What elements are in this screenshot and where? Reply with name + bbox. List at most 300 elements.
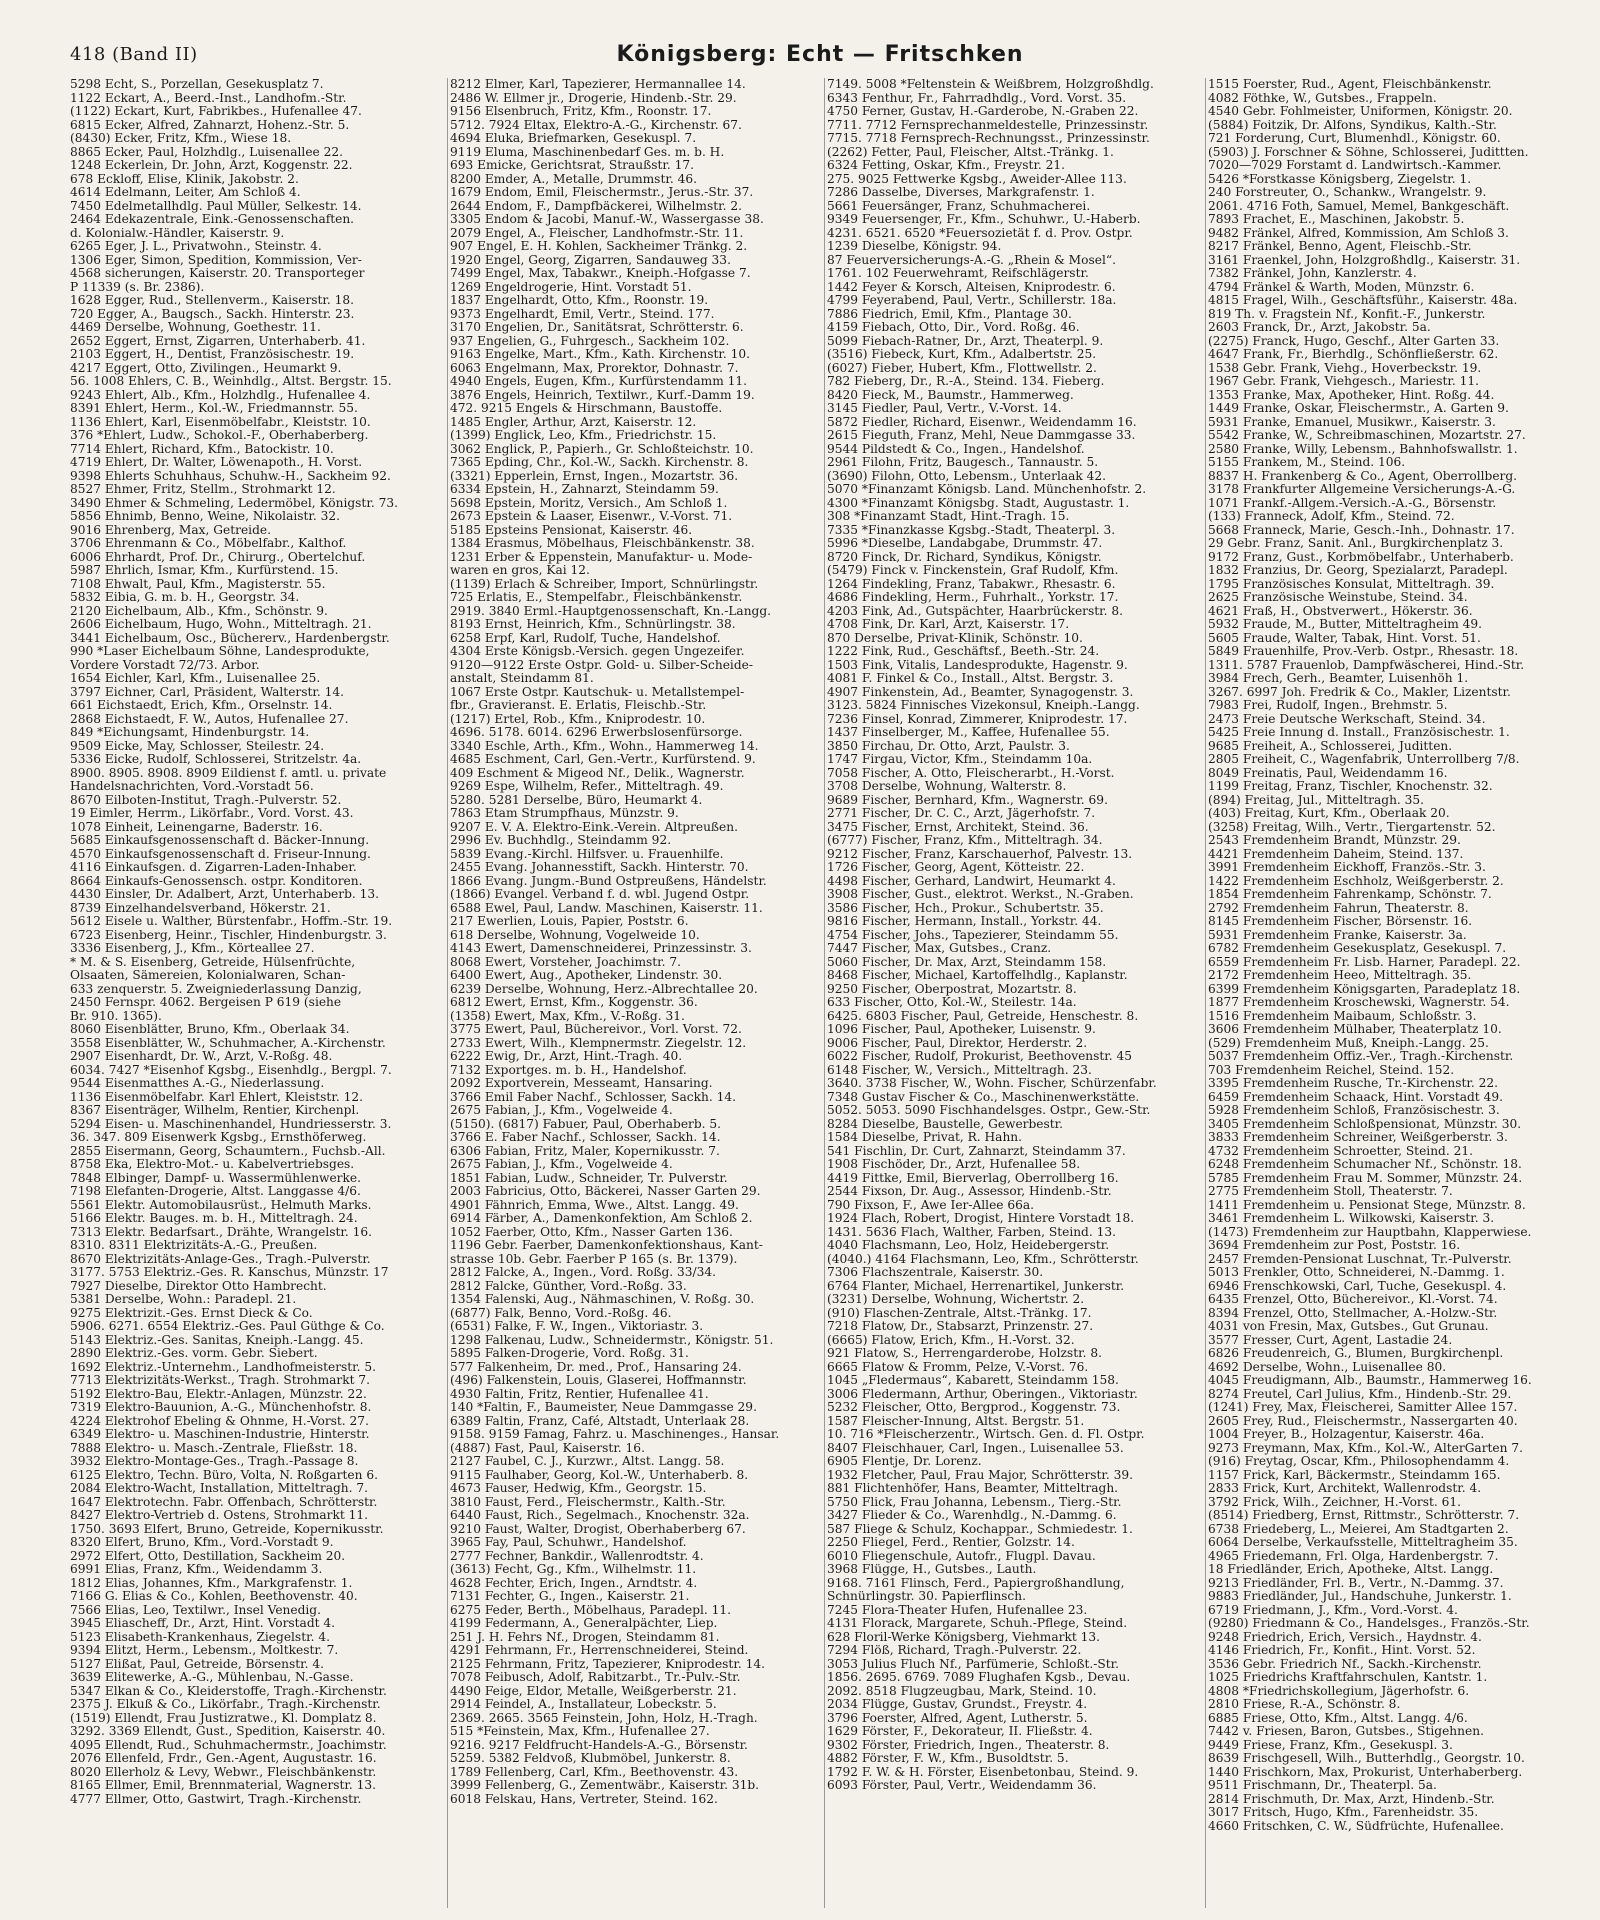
directory-entry: 6905 Flentje, Dr. Lorenz. <box>827 1455 982 1468</box>
directory-entry: 2890 Elektriz.-Ges. vorm. Gebr. Siebert. <box>70 1347 318 1360</box>
directory-entry: 2652 Eggert, Ernst, Zigarren, Unterhaberb. 41. <box>70 334 366 348</box>
directory-entry: 1078 Einheit, Leinengarne, Baderstr. 16. <box>70 820 323 834</box>
directory-entry: 4777 Ellmer, Otto, Gastwirt, Tragh.-Kirchenstr. <box>70 1792 362 1806</box>
directory-entry: 9544 Eisenmatthes A.-G., Niederlassung. <box>70 1077 325 1090</box>
directory-entry: (6877) Falk, Benno, Vord.-Roßg. 46. <box>450 1306 672 1320</box>
directory-entry: 4199 Federmann, A., Generalpächter, Liep. <box>450 1617 718 1630</box>
directory-entry: 6258 Erpf, Karl, Rudolf, Tuche, Handelshof. <box>450 631 721 645</box>
directory-entry: 1789 Fellenberg, Carl, Kfm., Beethovenstr. 43. <box>450 1765 739 1779</box>
directory-entry: (529) Fremdenheim Muß, Kneiph.-Langg. 25. <box>1208 1036 1489 1050</box>
directory-entry: 8020 Ellerholz & Levy, Webwr., Fleischbänkenstr. <box>70 1765 377 1779</box>
directory-entry: 3017 Fritsch, Hugo, Kfm., Farenheidstr. 35. <box>1208 1806 1479 1819</box>
directory-entry: 4217 Eggert, Otto, Zivilingen., Heumarkt 9. <box>70 361 342 375</box>
directory-entry: 6588 Ewel, Paul, Landw. Maschinen, Kaiserstr. 11. <box>450 901 763 915</box>
directory-entry: 3340 Eschle, Arth., Kfm., Wohn., Hammerweg 14. <box>450 739 759 753</box>
directory-entry: 2771 Fischer, Dr. C. C., Arzt, Jägerhofstr. 7. <box>827 807 1096 820</box>
directory-entry: (1399) Englick, Leo, Kfm., Friedrichstr. 15. <box>450 429 717 442</box>
directory-entry: 9883 Friedländer, Jul., Handschuhe, Junkerstr. 1. <box>1208 1590 1512 1603</box>
directory-entry: 3606 Fremdenheim Mülhaber, Theaterplatz 10. <box>1208 1023 1502 1036</box>
directory-entry: 6018 Felskau, Hans, Vertreter, Steind. 162. <box>450 1792 718 1806</box>
directory-entry: 6064 Derselbe, Verkaufsstelle, Mitteltragheim 35. <box>1208 1536 1518 1549</box>
directory-entry: (1519) Ellendt, Frau Justizratwe., Kl. Domplatz 8. <box>70 1711 377 1725</box>
directory-entry: 8320 Elfert, Bruno, Kfm., Vord.-Vorstadt 9. <box>70 1536 334 1549</box>
directory-entry: 7442 v. Friesen, Baron, Gutsbes., Stigehnen. <box>1208 1725 1484 1738</box>
directory-entry: 9016 Ehrenberg, Max, Getreide. <box>70 523 271 537</box>
directory-entry: 8639 Frischgesell, Wilh., Butterhdlg., Georgstr. 10. <box>1208 1752 1525 1765</box>
directory-entry: 9006 Fischer, Paul, Direktor, Herderstr. 2. <box>827 1036 1088 1050</box>
directory-entry: 1792 F. W. & H. Förster, Eisenbetonbau, Steind. 9. <box>827 1765 1139 1779</box>
directory-entry: 5143 Elektriz.-Ges. Sanitas, Kneiph.-Langg. 45. <box>70 1333 364 1347</box>
directory-entry: (496) Falkenstein, Louis, Glaserei, Hoffmannstr. <box>450 1374 747 1387</box>
directory-entry: 3490 Ehmer & Schmeling, Ledermöbel, Königstr. 73. <box>70 496 398 510</box>
directory-entry: 1837 Engelhardt, Otto, Kfm., Roonstr. 19. <box>450 294 709 307</box>
directory-entry: 4686 Findekling, Herm., Fuhrhalt., Yorkstr. 17. <box>827 591 1119 604</box>
directory-entry: 907 Engel, E. H. Kohlen, Sackheimer Tränkg. 2. <box>450 240 748 253</box>
directory-entry: 1932 Fletcher, Paul, Frau Major, Schrötterstr. 39. <box>827 1468 1134 1482</box>
directory-entry: 2172 Fremdenheim Heeo, Mitteltragh. 35. <box>1208 969 1472 982</box>
directory-entry: 3405 Fremdenheim Schloßpensionat, Münzstr. 30. <box>1208 1117 1522 1131</box>
directory-entry: strasse 10b. Gebr. Faerber P 165 (s. Br. 1379). <box>450 1252 738 1266</box>
directory-entry: 6324 Fetting, Oskar, Kfm., Freystr. 21. <box>827 159 1066 172</box>
directory-entry: 2375 J. Elkuß & Co., Likörfabr., Tragh.-Kirchenstr. <box>70 1698 381 1711</box>
directory-entry: 376 *Ehlert, Ludw., Schokol.-F., Oberhaberberg. <box>70 429 369 442</box>
directory-entry: 2120 Eichelbaum, Alb., Kfm., Schönstr. 9. <box>70 604 328 618</box>
directory-entry: 240 Forstreuter, O., Schankw., Wrangelstr. 9. <box>1208 186 1487 199</box>
directory-entry: 7306 Flachszentrale, Kaiserstr. 30. <box>827 1266 1044 1279</box>
directory-entry: 4808 *Friedrichskollegium, Jägerhofstr. 6. <box>1208 1684 1470 1698</box>
directory-entry: (3613) Fecht, Gg., Kfm., Wilhelmstr. 11. <box>450 1563 697 1576</box>
directory-entry: 2473 Freie Deutsche Werkschaft, Steind. 34. <box>1208 712 1486 726</box>
directory-entry: 661 Eichstaedt, Erich, Kfm., Orselnstr. 14. <box>70 699 333 712</box>
directory-entry: 2855 Eisermann, Georg, Schaumtern., Fuchsb.-All. <box>70 1144 386 1158</box>
directory-entry: 18 Friedländer, Erich, Apotheke, Altst. Langg. <box>1208 1563 1494 1576</box>
directory-entry: 9248 Friedrich, Erich, Versich., Haydnstr. 4. <box>1208 1630 1482 1644</box>
directory-entry: 721 Forderung, Curt, Blumenhdl., Königstr. 60. <box>1208 132 1501 145</box>
directory-entry: 6239 Derselbe, Wohnung, Herz.-Albrechtallee 20. <box>450 982 758 996</box>
directory-entry: (6665) Flatow, Erich, Kfm., H.-Vorst. 32. <box>827 1333 1075 1347</box>
directory-entry: (6531) Falke, F. W., Ingen., Viktoriastr. 3. <box>450 1320 704 1333</box>
directory-entry: 7313 Elektr. Bedarfsart., Drähte, Wrangelstr. 16. <box>70 1225 373 1239</box>
directory-entry: (403) Freitag, Kurt, Kfm., Oberlaak 20. <box>1208 807 1450 820</box>
directory-entry: (5884) Foitzik, Dr. Alfons, Syndikus, Kalth.-Str. <box>1208 118 1497 132</box>
directory-entry: 6399 Fremdenheim Königsgarten, Paradeplatz 18. <box>1208 982 1521 996</box>
directory-entry: 2996 Ev. Buchhdlg., Steindamm 92. <box>450 834 672 847</box>
directory-entry: 4082 Föthke, W., Gutsbes., Frappeln. <box>1208 91 1437 105</box>
directory-entry: 7893 Frachet, E., Maschinen, Jakobstr. 5. <box>1208 213 1465 226</box>
directory-entry: 5712. 7924 Eltax, Elektro-A.-G., Kirchenstr. 67. <box>450 118 742 132</box>
directory-entry: 2615 Fieguth, Franz, Mehl, Neue Dammgasse 33. <box>827 429 1136 442</box>
directory-entry: 1025 Friedrichs Kraftfahrschulen, Kantstr. 1. <box>1208 1671 1488 1684</box>
directory-entry: 1967 Gebr. Frank, Viehgesch., Mariestr. 11. <box>1208 375 1479 388</box>
directory-entry: 8420 Fieck, M., Baumstr., Hammerweg. <box>827 388 1074 402</box>
directory-entry: 2125 Fehrmann, Fritz, Tapezierer, Kniprodestr. 14. <box>450 1657 765 1671</box>
directory-entry: 8274 Freutel, Carl Julius, Kfm., Hindenb.-Str. 29. <box>1208 1387 1512 1401</box>
directory-entry: 4469 Derselbe, Wohnung, Goethestr. 11. <box>70 321 321 334</box>
directory-entry: 1924 Flach, Robert, Drogist, Hintere Vorstadt 18. <box>827 1212 1135 1225</box>
directory-entry: 7714 Ehlert, Richard, Kfm., Batockistr. 10. <box>70 442 334 456</box>
directory-entry: 3586 Fischer, Hch., Prokur., Schubertstr. 35. <box>827 901 1104 915</box>
directory-entry: 1440 Frischkorn, Max, Prokurist, Unterhaberberg. <box>1208 1765 1523 1779</box>
directory-entry: 720 Egger, A., Baugsch., Sackh. Hinterstr. 23. <box>70 307 355 321</box>
directory-entry: 2092. 8518 Flugzeugbau, Mark, Steind. 10. <box>827 1684 1097 1698</box>
directory-entry: Ölsaaten, Sämereien, Kolonialwaren, Schan- <box>70 969 346 982</box>
directory-entry: 8664 Einkaufs-Genossensch. ostpr. Konditoren. <box>70 874 363 888</box>
directory-entry: 1157 Frick, Karl, Bäckermstr., Steindamm 165. <box>1208 1468 1501 1482</box>
directory-entry: 5192 Elektro-Bau, Elektr.-Anlagen, Münzstr. 22. <box>70 1387 367 1401</box>
directory-entry: 1866 Evang. Jungm.-Bund Ostpreußens, Händelstr. <box>450 874 767 888</box>
directory-entry: 5839 Evang.-Kirchl. Hilfsver. u. Frauenhilfe. <box>450 847 724 861</box>
directory-entry: 2792 Fremdenheim Fahrun, Theaterstr. 8. <box>1208 901 1469 915</box>
directory-entry: 3053 Julius Fluch Nf., Parfümerie, Schloßt.-Str. <box>827 1657 1119 1671</box>
directory-entry: 3965 Fay, Paul, Schuhwr., Handelshof. <box>450 1536 687 1549</box>
directory-entry: 2972 Elfert, Otto, Destillation, Sackheim 20. <box>70 1549 346 1563</box>
directory-entry: 5426 *Forstkasse Königsberg, Ziegelstr. 1. <box>1208 172 1472 186</box>
directory-entry: 5996 *Dieselbe, Landabgabe, Drummstr. 47. <box>827 537 1103 550</box>
directory-entry: 3267. 6997 Joh. Fredrik & Co., Makler, Lizentstr. <box>1208 685 1511 699</box>
directory-entry: 515 *Feinstein, Max, Kfm., Hufenallee 27. <box>450 1725 710 1738</box>
directory-entry: 8527 Ehmer, Fritz, Stellm., Strohmarkt 12. <box>70 483 336 496</box>
directory-entry: 6006 Ehrhardt, Prof. Dr., Chirurg., Obertelchuf. <box>70 550 366 564</box>
directory-entry: 9163 Engelke, Mart., Kfm., Kath. Kirchenstr. 10. <box>450 348 750 361</box>
directory-entry: 5698 Epstein, Moritz, Versich., Am Schloß 1. <box>450 496 728 510</box>
directory-entry: 217 Ewerlien, Louis, Papier, Poststr. 6. <box>450 915 689 928</box>
directory-entry: 3766 Emil Faber Nachf., Schlosser, Sackh. 14. <box>450 1090 736 1104</box>
directory-entry: 6812 Ewert, Ernst, Kfm., Koggenstr. 36. <box>450 996 698 1009</box>
page-title: Königsberg: Echt — Fritschken <box>616 42 1024 67</box>
directory-entry: 9511 Frischmann, Dr., Theaterpl. 5a. <box>1208 1779 1437 1792</box>
directory-entry: 2673 Epstein & Laaser, Eisenwr., V.-Vorst. 71. <box>450 510 733 523</box>
directory-entry: 3536 Gebr. Friedrich Nf., Sackh.-Kirchenstr. <box>1208 1657 1482 1671</box>
directory-entry: 6738 Friedeberg, L., Meierei, Am Stadtgarten 2. <box>1208 1522 1509 1536</box>
directory-entry: 4116 Einkaufsgen. d. Zigarren-Laden-Inhaber. <box>70 861 357 874</box>
directory-entry: 9216. 9217 Feldfrucht-Handels-A.-G., Börsenstr. <box>450 1738 748 1752</box>
directory-entry: 8367 Eisenträger, Wilhelm, Rentier, Kirchenpl. <box>70 1104 360 1117</box>
directory-entry: 4614 Edelmann, Leiter, Am Schloß 4. <box>70 186 301 199</box>
directory-entry: 5280. 5281 Derselbe, Büro, Heumarkt 4. <box>450 793 703 807</box>
directory-entry: 1004 Freyer, B., Holzagentur, Kaiserstr. 46a. <box>1208 1428 1485 1441</box>
directory-column-3 <box>827 78 1197 1908</box>
directory-entry: 2076 Ellenfeld, Frdr., Gen.-Agent, Augustastr. 16. <box>70 1752 377 1765</box>
directory-entry: 6400 Ewert, Aug., Apotheker, Lindenstr. 30. <box>450 969 723 982</box>
directory-entry: 1832 Franzius, Dr. Georg, Spezialarzt, Paradepl. <box>1208 564 1508 577</box>
directory-entry: 2833 Frick, Kurt, Architekt, Wallenrodstr. 4. <box>1208 1482 1482 1495</box>
directory-entry: 2919. 3840 Erml.-Hauptgenossenschaft, Kn.-Langg. <box>450 604 772 618</box>
directory-entry: 5127 Elißat, Paul, Getreide, Börsenstr. 4. <box>70 1657 325 1671</box>
directory-entry: 1239 Dieselbe, Königstr. 94. <box>827 240 1002 253</box>
directory-entry: 5872 Fiedler, Richard, Eisenwr., Weidendamm 16. <box>827 415 1137 429</box>
directory-entry: 6275 Feder, Berth., Möbelhaus, Paradepl. 11. <box>450 1603 732 1617</box>
directory-entry: 1298 Falkenau, Ludw., Schneidermstr., Königstr. 51. <box>450 1333 774 1347</box>
directory-entry: 4203 Fink, Ad., Gutspächter, Haarbrückerstr. 8. <box>827 604 1124 618</box>
directory-entry: (5479) Finck v. Finckenstein, Graf Rudolf, Kfm. <box>827 564 1119 577</box>
directory-entry: 3145 Fiedler, Paul, Vertr., V.-Vorst. 14. <box>827 402 1062 415</box>
directory-entry: 2812 Falcke, Günther, Vord.-Roßg. 33. <box>450 1279 687 1293</box>
directory-entry: 4708 Fink, Dr. Karl, Arzt, Kaiserstr. 17. <box>827 618 1070 631</box>
directory-columns <box>70 78 1580 1908</box>
directory-entry: 4498 Fischer, Gerhard, Landwirt, Heumarkt 4. <box>827 874 1116 888</box>
directory-entry: (3516) Fiebeck, Kurt, Kfm., Adalbertstr. 25. <box>827 348 1097 361</box>
directory-entry: 1353 Franke, Max, Apotheker, Hint. Roßg. 44. <box>1208 388 1495 402</box>
directory-entry: 2775 Fremdenheim Stoll, Theaterstr. 7. <box>1208 1185 1453 1198</box>
directory-entry: 2544 Fixson, Dr. Aug., Assessor, Hindenb.-Str. <box>827 1185 1112 1198</box>
directory-entry: P 11339 (s. Br. 2386). <box>70 280 205 294</box>
directory-entry: 5298 Echt, S., Porzellan, Gesekusplatz 7. <box>70 78 324 91</box>
directory-entry: 6665 Flatow & Fromm, Pelze, V.-Vorst. 76. <box>827 1360 1089 1374</box>
directory-entry: 2369. 2665. 3565 Feinstein, John, Holz, H.-Tragh. <box>450 1711 758 1725</box>
directory-entry: 3706 Ehrenmann & Co., Möbelfabr., Kalthof. <box>70 537 347 550</box>
directory-entry: 9119 Eluma, Maschinenbedarf Ges. m. b. H. <box>450 145 725 159</box>
directory-entry: 5661 Feuersänger, Franz, Schuhmacherei. <box>827 199 1091 213</box>
directory-entry: 7848 Elbinger, Dampf- u. Wassermühlenwerke. <box>70 1171 361 1185</box>
directory-entry: 9302 Förster, Friedrich, Ingen., Theaterstr. 8. <box>827 1738 1110 1752</box>
directory-entry: 6764 Flanter, Michael, Herrenartikel, Junkerstr. <box>827 1279 1125 1293</box>
directory-entry: 4694 Eluka, Briefmarken, Gesekuspl. 7. <box>450 132 697 145</box>
directory-entry: 9207 E. V. A. Elektro-Eink.-Verein. Altpreußen. <box>450 820 738 834</box>
directory-entry: 7348 Gustav Fischer & Co., Maschinenwerkstätte. <box>827 1090 1140 1104</box>
directory-entry: 6815 Ecker, Alfred, Zahnarzt, Hohenz.-Str. 5. <box>70 118 350 132</box>
directory-entry: 3178 Frankfurter Allgemeine Versicherungs-A.-G. <box>1208 483 1516 496</box>
directory-entry: 849 *Eichungsamt, Hindenburgstr. 14. <box>70 726 310 739</box>
directory-entry: 5099 Fiebach-Ratner, Dr., Arzt, Theaterpl. 9. <box>827 334 1104 348</box>
directory-entry: 4045 Freudigmann, Alb., Baumstr., Hammerweg 16. <box>1208 1374 1532 1387</box>
directory-entry: 5750 Flick, Frau Johanna, Lebensm., Tierg.-Str. <box>827 1495 1122 1509</box>
directory-entry: 4901 Fähnrich, Emma, Wwe., Altst. Langg. 49. <box>450 1198 739 1212</box>
directory-entry: (1358) Ewert, Max, Kfm., V.-Roßg. 31. <box>450 1009 685 1023</box>
directory-entry: 1196 Gebr. Faerber, Damenkonfektionshaus, Kant- <box>450 1239 763 1252</box>
directory-entry: 3395 Fremdenheim Rusche, Tr.-Kirchenstr. 22. <box>1208 1077 1499 1090</box>
directory-entry: 1485 Engler, Arthur, Arzt, Kaiserstr. 12. <box>450 415 697 429</box>
directory-entry: 7131 Fechter, G., Ingen., Kaiserstr. 21. <box>450 1590 690 1603</box>
directory-entry: 7983 Frei, Rudolf, Ingen., Brehmstr. 5. <box>1208 699 1448 712</box>
directory-entry: 4685 Eschment, Carl, Gen.-Vertr., Kurfürstend. 9. <box>450 753 756 766</box>
directory-entry: 3810 Faust, Ferd., Fleischermstr., Kalth.-Str. <box>450 1495 726 1509</box>
directory-entry: (916) Freytag, Oscar, Kfm., Philosophendamm 4. <box>1208 1455 1510 1468</box>
directory-entry: 1231 Erber & Eppenstein, Manufaktur- u. Mode- <box>450 550 753 564</box>
directory-entry: 4882 Förster, F. W., Kfm., Busoldtstr. 5. <box>827 1752 1069 1765</box>
directory-entry: 8407 Fleischhauer, Carl, Ingen., Luisenallee 53. <box>827 1441 1124 1455</box>
directory-entry: * M. & S. Eisenberg, Getreide, Hülsenfrüchte, <box>70 955 356 969</box>
directory-entry: 9482 Fränkel, Alfred, Kommission, Am Schloß 3. <box>1208 226 1509 240</box>
directory-entry: 4930 Faltin, Fritz, Rentier, Hufenallee 41. <box>450 1387 709 1401</box>
directory-entry: 7132 Exportges. m. b. H., Handelshof. <box>450 1063 687 1077</box>
directory-entry: 2079 Engel, A., Fleischer, Landhofmstr.-Str. 11. <box>450 226 744 240</box>
directory-entry: 2907 Eisenhardt, Dr. W., Arzt, V.-Roßg. 48. <box>70 1050 333 1063</box>
directory-entry: 1431. 5636 Flach, Walther, Farben, Steind. 13. <box>827 1225 1116 1239</box>
directory-entry: 9115 Faulhaber, Georg, Kol.-W., Unterhaberb. 8. <box>450 1468 749 1482</box>
directory-entry: 4031 von Fresin, Max, Gutsbes., Gut Grunau. <box>1208 1320 1489 1333</box>
directory-entry: 9398 Ehlerts Schuhhaus, Schuhw.-H., Sackheim 92. <box>70 469 391 483</box>
directory-entry: 1747 Firgau, Victor, Kfm., Steindamm 10a. <box>827 753 1093 766</box>
directory-entry: 4430 Einsler, Dr. Adalbert, Arzt, Unterhaberb. 13. <box>70 888 380 901</box>
directory-entry: 5336 Eicke, Rudolf, Schlosserei, Stritzelstr. 4a. <box>70 753 362 766</box>
directory-entry: 577 Falkenheim, Dr. med., Prof., Hansaring 24. <box>450 1360 742 1374</box>
directory-entry: 2580 Franke, Willy, Lebensm., Bahnhofswallstr. 1. <box>1208 442 1518 456</box>
directory-entry: 9250 Fischer, Oberpostrat, Mozartstr. 8. <box>827 982 1077 996</box>
directory-entry: (5903) J. Forschner & Söhne, Schlosserei, Judittten. <box>1208 145 1529 159</box>
directory-entry: 881 Flichtenhöfer, Hans, Beamter, Mitteltragh. <box>827 1482 1119 1495</box>
directory-entry: 2603 Franck, Dr., Arzt, Jakobstr. 5a. <box>1208 321 1431 334</box>
directory-entry: 7166 G. Elias & Co., Kohlen, Beethovenstr. 40. <box>70 1590 358 1603</box>
directory-entry: fbr., Gravieranst. E. Erlatis, Fleischb.-Str. <box>450 699 707 712</box>
directory-entry: 9689 Fischer, Bernhard, Kfm., Wagnerstr. 69. <box>827 793 1108 807</box>
directory-entry: 4081 F. Finkel & Co., Install., Altst. Bergstr. 3. <box>827 672 1114 685</box>
directory-entry: 4799 Feyerabend, Paul, Vertr., Schillerstr. 18a. <box>827 294 1117 307</box>
directory-entry: 4146 Friedrich, Fr., Konfit., Hint. Vorst. 52. <box>1208 1644 1476 1657</box>
directory-entry: 2961 Filohn, Fritz, Baugesch., Tannaustr. 5. <box>827 456 1099 469</box>
directory-entry: 3932 Elektro-Montage-Ges., Tragh.-Passage 8. <box>70 1455 359 1468</box>
directory-entry: 6991 Elias, Franz, Kfm., Weidendamm 3. <box>70 1563 323 1576</box>
directory-entry: 1587 Fleischer-Innung, Altst. Bergstr. 51. <box>827 1414 1085 1428</box>
directory-entry: 4794 Fränkel & Warth, Moden, Münzstr. 6. <box>1208 280 1475 294</box>
directory-entry: 1354 Falenski, Aug., Nähmaschinen, V. Roßg. 30. <box>450 1293 755 1306</box>
directory-entry: 7715. 7718 Fernsprech-Rechnungsst., Prinzessinstr. <box>827 132 1150 145</box>
directory-entry: 7286 Dasselbe, Diverses, Markgrafenstr. 1. <box>827 186 1095 199</box>
directory-entry: 19 Eimler, Herrm., Likörfabr., Vord. Vorst. 43. <box>70 807 354 820</box>
directory-entry: 1067 Erste Ostpr. Kautschuk- u. Metallstempel- <box>450 685 745 699</box>
directory-entry: 1311. 5787 Frauenlob, Dampfwäscherei, Hind.-Str. <box>1208 658 1525 672</box>
directory-entry: 8720 Finck, Dr. Richard, Syndikus, Königstr. <box>827 550 1102 564</box>
directory-entry: 6093 Förster, Paul, Vertr., Weidendamm 36. <box>827 1779 1097 1792</box>
directory-entry: 1122 Eckart, A., Beerd.-Inst., Landhofm.-Str. <box>70 91 347 105</box>
directory-entry: 587 Fliege & Schulz, Kochappar., Schmiedestr. 1. <box>827 1522 1133 1536</box>
directory-entry: 56. 1008 Ehlers, C. B., Weinhdlg., Altst. Bergstr. 15. <box>70 375 392 388</box>
directory-entry: 7382 Fränkel, John, Kanzlerstr. 4. <box>1208 267 1417 280</box>
directory-entry: 5931 Franke, Emanuel, Musikwr., Kaiserstr. 3. <box>1208 415 1496 429</box>
directory-entry: 3427 Flieder & Co., Warenhdlg., N.-Dammg. 6. <box>827 1509 1117 1522</box>
directory-entry: 1384 Erasmus, Möbelhaus, Fleischbänkenstr. 38. <box>450 537 755 550</box>
directory-entry: 4754 Fischer, Johs., Tapezierer, Steindamm 55. <box>827 928 1119 942</box>
directory-entry: 1437 Finselberger, M., Kaffee, Hufenallee 55. <box>827 726 1110 739</box>
directory-entry: 9373 Engelhardt, Emil, Vertr., Steind. 177. <box>450 307 715 321</box>
directory-column-4 <box>1208 78 1578 1908</box>
directory-entry: 782 Fieberg, Dr., R.-A., Steind. 134. Fieberg. <box>827 375 1105 388</box>
directory-entry: 5856 Ehnimb, Benno, Weine, Nikolaistr. 32. <box>70 510 341 523</box>
directory-entry: 4291 Fehrmann, Fr., Herrenschneiderei, Steind. <box>450 1644 749 1657</box>
directory-entry: 9685 Freiheit, A., Schlosserei, Juditten. <box>1208 739 1453 753</box>
directory-entry: 1726 Fischer, Georg, Agent, Kötteistr. 22. <box>827 861 1085 874</box>
directory-entry: (1139) Erlach & Schreiber, Import, Schnürlingstr. <box>450 577 759 591</box>
directory-entry: 7566 Elias, Leo, Textilwr., Insel Venedig. <box>70 1603 321 1617</box>
directory-entry: 9273 Freymann, Max, Kfm., Kol.-W., AlterGarten 7. <box>1208 1441 1523 1455</box>
directory-entry: 1222 Fink, Rud., Geschäftsf., Beeth.-Str. 24. <box>827 645 1100 658</box>
directory-entry: 87 Feuerversicherungs-A.-G. „Rhein & Mosel“. <box>827 253 1116 267</box>
directory-entry: 2605 Frey, Rud., Fleischermstr., Nassergarten 40. <box>1208 1414 1518 1428</box>
directory-entry: 5612 Eisele u. Walther, Bürstenfabr., Hoffm.-Str. 19. <box>70 915 393 928</box>
directory-entry: 1516 Fremdenheim Maibaum, Schloßstr. 3. <box>1208 1009 1477 1023</box>
directory-entry: 4231. 6521. 6520 *Feuersozietät f. d. Prov. Ostpr. <box>827 226 1133 240</box>
directory-entry: 5060 Fischer, Dr. Max, Arzt, Steindamm 158. <box>827 955 1107 969</box>
directory-entry: 6022 Fischer, Rudolf, Prokurist, Beethovenstr. 45 <box>827 1050 1133 1063</box>
directory-entry: 4628 Fechter, Erich, Ingen., Arndtstr. 4. <box>450 1576 698 1590</box>
directory-entry: (894) Freitag, Jul., Mitteltragh. 35. <box>1208 793 1425 807</box>
directory-entry: (910) Flaschen-Zentrale, Altst.-Tränkg. 17. <box>827 1306 1092 1320</box>
directory-entry: (4887) Fast, Paul, Kaiserstr. 16. <box>450 1441 645 1455</box>
directory-entry: 1812 Elias, Johannes, Kfm., Markgrafenstr. 1. <box>70 1576 353 1590</box>
directory-entry: 1136 Ehlert, Karl, Eisenmöbelfabr., Kleiststr. 10. <box>70 415 371 429</box>
directory-entry: 5123 Elisabeth-Krankenhaus, Ziegelstr. 4. <box>70 1630 330 1644</box>
directory-entry: 633 Fischer, Otto, Kol.-W., Steilestr. 14a. <box>827 996 1077 1009</box>
directory-entry: 2810 Friese, R.-A., Schönstr. 8. <box>1208 1698 1401 1711</box>
directory-entry: Schnürlingstr. 30. Papierflinsch. <box>827 1590 1026 1603</box>
directory-entry: 2606 Eichelbaum, Hugo, Wohn., Mitteltragh. 21. <box>70 618 372 631</box>
directory-entry: 7319 Elektro-Bauunion, A.-G., Münchenhofstr. 8. <box>70 1401 372 1414</box>
directory-entry: 4965 Friedemann, Frl. Olga, Hardenbergstr. 7. <box>1208 1549 1499 1563</box>
directory-entry: 5381 Derselbe, Wohn.: Paradepl. 21. <box>70 1293 297 1306</box>
directory-entry: 9213 Friedländer, Frl. B., Vertr., N.-Dammg. 37. <box>1208 1576 1504 1590</box>
directory-entry: 4304 Erste Königsb.-Versich. gegen Ungezeifer. <box>450 645 745 658</box>
directory-entry: (1241) Frey, Max, Fleischerei, Samitter Allee 157. <box>1208 1401 1518 1414</box>
directory-entry: 2805 Freiheit, C., Wagenfabrik, Unterrollberg 7/8. <box>1208 753 1520 766</box>
directory-entry: 4040 Flachsmann, Leo, Holz, Heidebergerstr. <box>827 1239 1110 1252</box>
directory-entry: 937 Engelien, G., Fuhrgesch., Sackheim 102. <box>450 334 730 348</box>
directory-entry: 7058 Fischer, A. Otto, Fleischerarbt., H.-Vorst. <box>827 766 1115 780</box>
directory-entry: 251 J. H. Fehrs Nf., Drogen, Steindamm 81. <box>450 1630 720 1644</box>
directory-entry: 8284 Dieselbe, Baustelle, Gewerbestr. <box>827 1117 1064 1131</box>
directory-entry: (1217) Ertel, Rob., Kfm., Kniprodestr. 10. <box>450 712 706 726</box>
directory-entry: 8049 Freinatis, Paul, Weidendamm 16. <box>1208 766 1448 780</box>
page-header <box>70 44 1570 72</box>
directory-entry: 2127 Faubel, C. J., Kurzwr., Altst. Langg. 58. <box>450 1455 725 1468</box>
directory-entry: 1248 Eckerlein, Dr. John, Arzt, Koggenstr. 22. <box>70 159 353 172</box>
directory-entry: 6349 Elektro- u. Maschinen-Industrie, Hinterstr. <box>70 1428 370 1441</box>
directory-entry: 5605 Fraude, Walter, Tabak, Hint. Vorst. 51. <box>1208 631 1481 645</box>
directory-entry: 2486 W. Ellmer jr., Drogerie, Hindenb.-Str. 29. <box>450 91 737 105</box>
directory-entry: 8217 Fränkel, Benno, Agent, Fleischb.-Str. <box>1208 240 1472 253</box>
directory-entry: 2464 Edekazentrale, Eink.-Genossenschaften. <box>70 213 355 226</box>
directory-entry: 1422 Fremdenheim Eschholz, Weißgerberstr. 2. <box>1208 874 1504 888</box>
directory-entry: 6946 Frenschkowski, Carl, Tuche, Gesekuspl. 4. <box>1208 1279 1507 1293</box>
directory-entry: 2644 Endom, F., Dampfbäckerei, Wilhelmstr. 2. <box>450 199 742 213</box>
directory-entry: 9158. 9159 Famag, Fahrz. u. Maschinenges., Hansar. <box>450 1428 780 1441</box>
directory-entry: 6343 Fenthur, Fr., Fahrradhdlg., Vord. Vorst. 35. <box>827 91 1127 105</box>
directory-entry: 4568 sicherungen, Kaiserstr. 20. Transporteger <box>70 267 365 280</box>
directory-entry: 4224 Elektrohof Ebeling & Ohnme, H.-Vorst. 27. <box>70 1414 369 1428</box>
directory-entry: 4660 Fritschken, C. W., Südfrüchte, Hufenallee. <box>1208 1819 1504 1833</box>
directory-entry: 5987 Ehrlich, Ismar, Kfm., Kurfürstend. 15. <box>70 564 339 577</box>
directory-entry: 2814 Frischmuth, Dr. Max, Arzt, Hindenb.-Str. <box>1208 1792 1495 1806</box>
directory-entry: 3441 Eichelbaum, Osc., Büchererv., Hardenbergstr. <box>70 631 390 645</box>
directory-entry: 3292. 3369 Ellendt, Gust., Spedition, Kaiserstr. 40. <box>70 1725 386 1738</box>
directory-entry: 4815 Fragel, Wilh., Geschäftsführ., Kaiserstr. 48a. <box>1208 294 1518 307</box>
directory-entry: 6559 Fremdenheim Fr. Lisb. Harner, Paradepl. 22. <box>1208 955 1521 969</box>
directory-entry: 3062 Englick, P., Papierh., Gr. Schloßteichstr. 10. <box>450 442 754 456</box>
directory-entry: 5347 Elkan & Co., Kleiderstoffe, Tragh.-Kirchenstr. <box>70 1684 387 1698</box>
directory-entry: 7365 Epding, Chr., Kol.-W., Sackh. Kirchenstr. 8. <box>450 456 749 469</box>
directory-entry: 9168. 7161 Flinsch, Ferd., Papiergroßhandlung, <box>827 1576 1125 1590</box>
directory-entry: 693 Emicke, Gerichtsrat, Straußstr. 17. <box>450 159 694 172</box>
directory-entry: 819 Th. v. Fragstein Nf., Konfit.-F., Junkerstr. <box>1208 307 1486 321</box>
directory-entry: (1473) Fremdenheim zur Hauptbahn, Klapperwiese. <box>1208 1225 1532 1239</box>
directory-entry: 8060 Eisenblätter, Bruno, Kfm., Oberlaak 34. <box>70 1023 350 1036</box>
directory-entry: 9449 Friese, Franz, Kfm., Gesekuspl. 3. <box>1208 1738 1453 1752</box>
directory-entry: 1199 Freitag, Franz, Tischler, Knochenstr. 32. <box>1208 780 1493 793</box>
directory-entry: 1515 Foerster, Rud., Agent, Fleischbänkenstr. <box>1208 78 1492 91</box>
directory-entry: 2625 Französische Weinstube, Steind. 34. <box>1208 591 1468 604</box>
directory-entry: 3797 Eichner, Carl, Präsident, Walterstr. 14. <box>70 685 345 699</box>
directory-entry: 7711. 7712 Fernsprechanmeldestelle, Prinzessinstr. <box>827 118 1149 132</box>
directory-entry: 5294 Eisen- u. Maschinenhandel, Hundriesserstr. 3. <box>70 1117 392 1131</box>
directory-entry: 2675 Fabian, J., Kfm., Vogelweide 4. <box>450 1158 673 1171</box>
directory-entry: 7078 Feibusch, Adolf, Rabitzarbt., Tr.-Pulv.-Str. <box>450 1671 741 1684</box>
directory-entry: 1795 Französisches Konsulat, Mitteltragh. 39. <box>1208 577 1495 591</box>
directory-entry: 4673 Fauser, Hedwig, Kfm., Georgstr. 15. <box>450 1482 707 1495</box>
directory-entry: 4570 Einkaufsgenossenschaft d. Friseur-Innung. <box>70 847 371 861</box>
directory-entry: 3577 Fresser, Curt, Agent, Lastadie 24. <box>1208 1333 1453 1347</box>
directory-entry: 3123. 5824 Finnisches Vizekonsul, Kneiph.-Langg. <box>827 699 1140 712</box>
directory-entry: 4696. 5178. 6014. 6296 Erwerbslosenfürsorge. <box>450 726 743 739</box>
directory-entry: 4621 Fraß, H., Obstverwert., Hökerstr. 36. <box>1208 604 1473 618</box>
directory-entry: 7198 Elefanten-Drogerie, Altst. Langgasse 4/6. <box>70 1185 361 1198</box>
